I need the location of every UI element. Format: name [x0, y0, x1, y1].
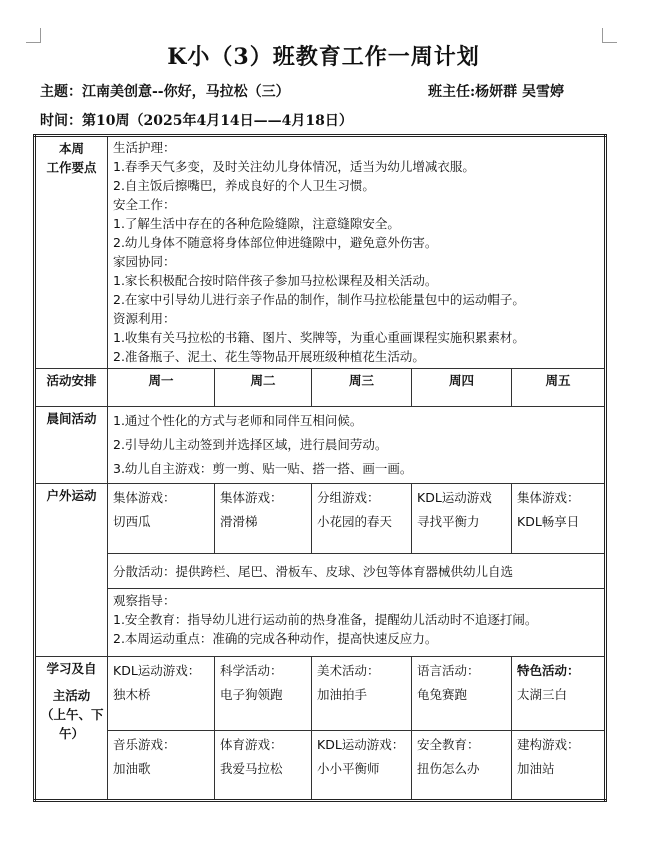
- outdoor-games-row: [35, 484, 606, 554]
- study-am-row: [35, 657, 606, 731]
- key-point-line: 1.收集有关马拉松的书籍、图片、奖牌等，为重心重画课程实施积累素材。: [113, 330, 525, 345]
- weekly-plan-table: [33, 134, 607, 802]
- study-am-thu: 语言活动： 龟兔赛跑: [412, 657, 512, 731]
- key-points-row: [35, 136, 606, 369]
- outdoor-game-thu: KDL运动游戏 寻找平衡力: [412, 484, 512, 554]
- key-point-line: 1.春季天气多变，及时关注幼儿身体情况，适当为幼儿增减衣服。: [113, 159, 475, 174]
- outdoor-game-wed: 分组游戏： 小花园的春天: [312, 484, 412, 554]
- study-am-tue: 科学活动： 电子狗领跑: [215, 657, 312, 731]
- study-pm-tue: 体育游戏： 我爱马拉松: [215, 731, 312, 801]
- outdoor-guidance: 观察指导： 1.安全教育：指导幼儿进行运动前的热身准备，提醒幼儿活动时不追逐打闹。 2.本周运动重点：准确的完成各种动作，提高快速反应力。: [108, 589, 606, 657]
- study-pm-wed: KDL运动游戏： 小小平衡师: [312, 731, 412, 801]
- study-am-fri: 特色活动： 太湖三白: [512, 657, 606, 731]
- outdoor-game-fri: 集体游戏： KDL畅享日: [512, 484, 606, 554]
- study-am-wed: 美术活动： 加油拍手: [312, 657, 412, 731]
- study-pm-fri: 建构游戏： 加油站: [512, 731, 606, 801]
- outdoor-game-tue: 集体游戏： 滑滑梯: [215, 484, 312, 554]
- morning-line: 2.引导幼儿主动签到并选择区域，进行晨间劳动。: [113, 437, 388, 452]
- outdoor-label: 户外运动: [35, 484, 108, 657]
- key-point-line: 2.准备瓶子、泥土、花生等物品开展班级种植花生活动。: [113, 349, 425, 364]
- day-thursday: 周四: [412, 369, 512, 407]
- key-point-line: 2.幼儿身体不随意将身体部位伸进缝隙中，避免意外伤害。: [113, 235, 438, 250]
- day-friday: 周五: [512, 369, 606, 407]
- key-point-line: 家园协同：: [113, 254, 176, 269]
- day-monday: 周一: [108, 369, 215, 407]
- morning-label: 晨间活动: [35, 407, 108, 484]
- morning-content: [108, 407, 606, 484]
- time-line: 时间：第10周（2025年4月14日——4月18日）: [40, 113, 353, 129]
- key-point-line: 1.家长积极配合按时陪伴孩子参加马拉松课程及相关活动。: [113, 273, 438, 288]
- key-point-line: 2.自主饭后擦嘴巴，养成良好的个人卫生习惯。: [113, 178, 375, 193]
- study-pm-mon: 音乐游戏： 加油歌: [108, 731, 215, 801]
- teacher-line: 班主任:杨妍群 吴雪婷: [428, 84, 565, 100]
- key-point-line: 安全工作：: [113, 197, 176, 212]
- day-wednesday: 周三: [312, 369, 412, 407]
- outdoor-free-activity: 分散活动：提供跨栏、尾巴、滑板车、皮球、沙包等体育器械供幼儿自选: [108, 554, 606, 589]
- study-am-mon: KDL运动游戏： 独木桥: [108, 657, 215, 731]
- morning-line: 3.幼儿自主游戏：剪一剪、贴一贴、搭一搭、画一画。: [113, 461, 413, 476]
- key-point-line: 2.在家中引导幼儿进行亲子作品的制作，制作马拉松能量包中的运动帽子。: [113, 292, 525, 307]
- study-pm-row: [35, 731, 606, 801]
- study-label: 学习及自 主活动 （上午、下 午）: [35, 657, 108, 801]
- morning-line: 1.通过个性化的方式与老师和同伴互相问候。: [113, 413, 363, 428]
- key-points-content: [108, 136, 606, 369]
- schedule-label: 活动安排: [35, 369, 108, 407]
- outdoor-free-row: [35, 554, 606, 589]
- theme-line: 主题：江南美创意--你好，马拉松（三）: [40, 84, 290, 100]
- outdoor-game-mon: 集体游戏： 切西瓜: [108, 484, 215, 554]
- key-points-label: 本周 工作要点: [35, 136, 108, 369]
- outdoor-guidance-row: [35, 589, 606, 657]
- morning-row: [35, 407, 606, 484]
- page-title: K小（3）班教育工作一周计划: [167, 44, 480, 70]
- schedule-header-row: [35, 369, 606, 407]
- key-point-line: 生活护理：: [113, 140, 176, 155]
- key-point-line: 1.了解生活中存在的各种危险缝隙，注意缝隙安全。: [113, 216, 400, 231]
- day-tuesday: 周二: [215, 369, 312, 407]
- study-pm-thu: 安全教育： 扭伤怎么办: [412, 731, 512, 801]
- key-point-line: 资源利用：: [113, 311, 176, 326]
